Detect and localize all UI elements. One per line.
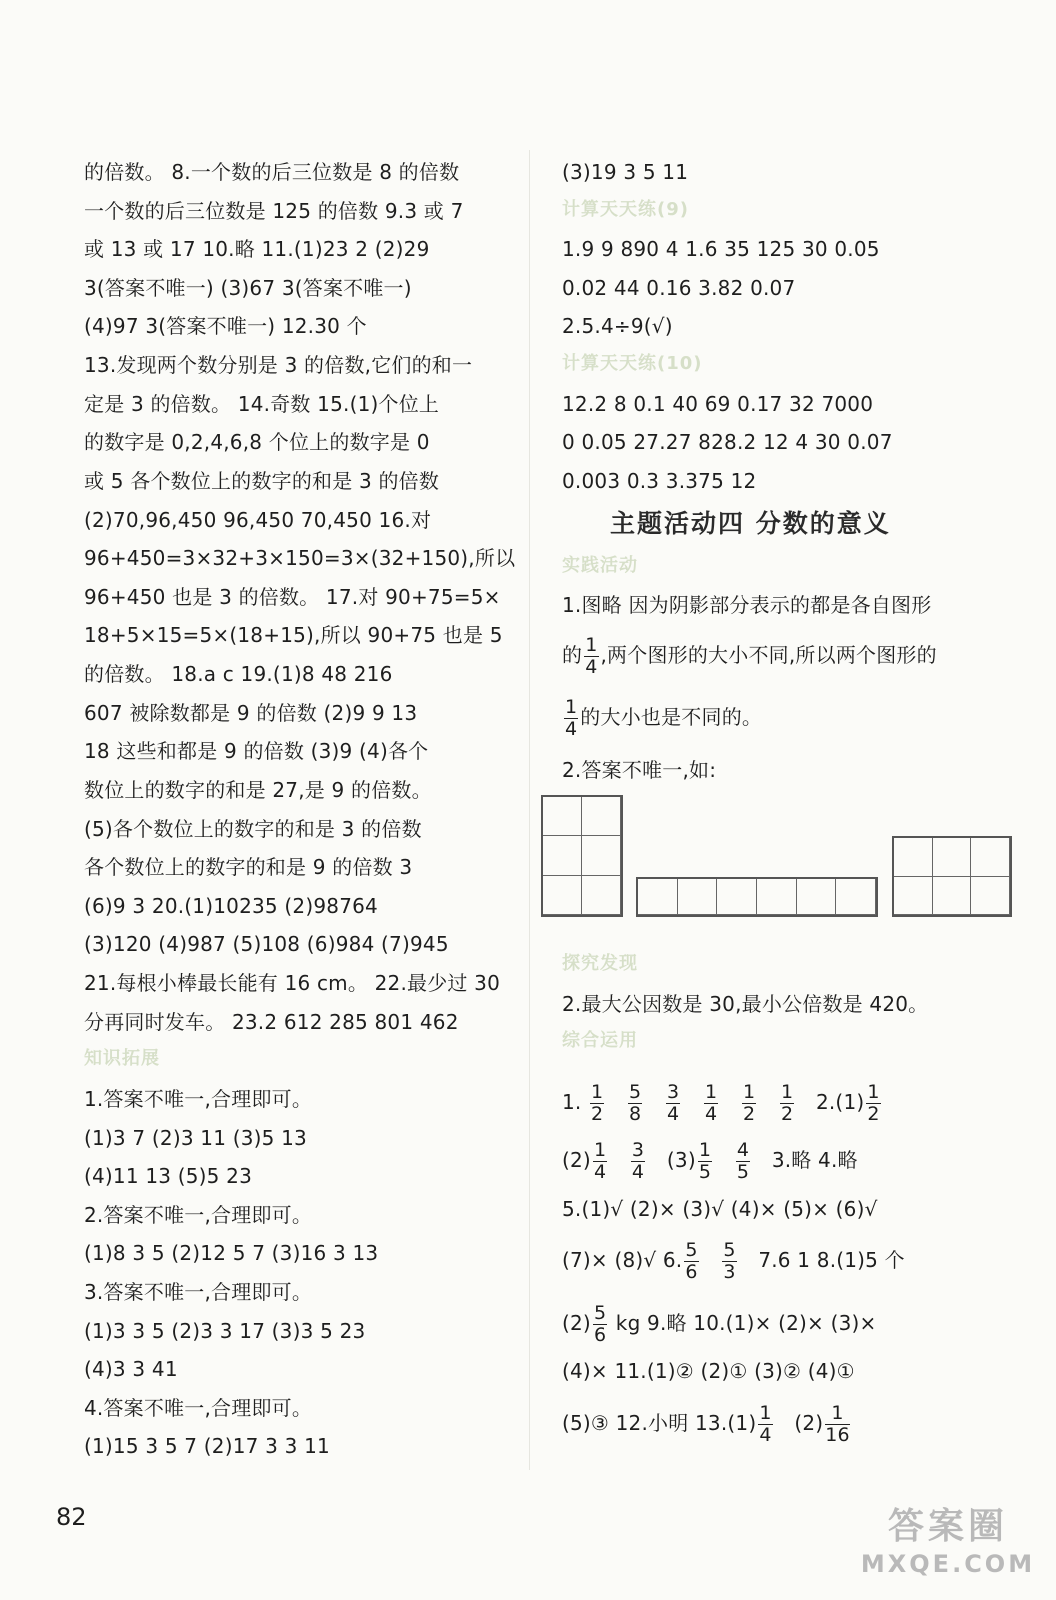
text-fragment: (3) (666, 1148, 696, 1172)
grid-cell (971, 877, 1010, 916)
numerator: 1 (825, 1404, 850, 1425)
numerator: 1 (705, 1081, 718, 1103)
denominator: 2 (867, 1103, 880, 1125)
grid-cell (543, 797, 582, 836)
numerator: 1 (593, 1139, 607, 1161)
fraction (722, 1241, 736, 1282)
text-line: 2.最大公因数是 30,最小公倍数是 420。 (562, 992, 929, 1016)
grid-figure-2x3 (541, 795, 623, 917)
numerator: 1 (565, 696, 578, 718)
text-line: 13.发现两个数分别是 3 的倍数,它们的和一 (84, 353, 473, 377)
text-line: 的倍数。 18.a c 19.(1)8 48 216 (84, 662, 393, 686)
denominator: 4 (585, 656, 598, 678)
text-line: (4)× 11.(1)② (2)① (3)② (4)① (562, 1359, 855, 1383)
text-line-with-fraction (562, 636, 937, 677)
numerator: 3 (667, 1081, 680, 1103)
numerator: 4 (736, 1139, 750, 1161)
denominator: 6 (685, 1261, 698, 1283)
fraction (736, 1141, 750, 1182)
watermark-logo (848, 1504, 1048, 1594)
text-fragment: (5)③ 12.小明 13.(1) (562, 1411, 757, 1435)
fraction (564, 698, 578, 739)
section-heading: 计算天天练(9) (562, 199, 689, 220)
grid-cell (971, 838, 1010, 877)
fraction (866, 1083, 880, 1124)
text-line: 21.每根小棒最长能有 16 cm。 22.最少过 30 (84, 971, 501, 995)
numerator: 3 (631, 1139, 645, 1161)
denominator: 8 (629, 1103, 642, 1125)
grid-cell (582, 797, 621, 836)
grid-cell (543, 836, 582, 875)
fraction (698, 1141, 712, 1182)
section-heading: 探究发现 (562, 953, 638, 974)
watermark-domain: MXQE.COM (860, 1550, 1036, 1578)
text-line: (1)15 3 5 7 (2)17 3 3 11 (84, 1434, 330, 1458)
fraction (666, 1083, 680, 1124)
numerator: 1 (759, 1402, 772, 1424)
text-fragment: 3.略 4.略 (771, 1148, 858, 1172)
text-line: 12.2 8 0.1 40 69 0.17 32 7000 (562, 392, 874, 416)
grid-cell (543, 876, 582, 915)
text-fragment: (2) (562, 1311, 591, 1335)
text-fragment: (2) (562, 1148, 591, 1172)
text-line: (4)3 3 41 (84, 1357, 178, 1381)
text-fragment: (7)× (8)√ 6. (562, 1248, 683, 1272)
text-line: 0.02 44 0.16 3.82 0.07 (562, 276, 796, 300)
text-fragment: 7.6 1 8.(1)5 个 (758, 1248, 905, 1272)
text-fragment: 2.(1) (815, 1090, 865, 1114)
grid-cell (933, 877, 972, 916)
numerator: 1 (698, 1139, 712, 1161)
text-line: (3)120 (4)987 (5)108 (6)984 (7)945 (84, 932, 449, 956)
numerator: 1 (742, 1081, 756, 1103)
text-fragment: kg 9.略 10.(1)× (2)× (3)× (615, 1311, 877, 1335)
text-line: 18+5×15=5×(18+15),所以 90+75 也是 5 (84, 623, 503, 647)
watermark-text: 答案圈 (887, 1506, 1008, 1547)
text-fragment: 1. (562, 1090, 582, 1114)
grid-cell (933, 838, 972, 877)
text-line: 18 这些和都是 9 的倍数 (3)9 (4)各个 (84, 739, 429, 763)
denominator: 4 (759, 1424, 772, 1446)
text-line: 的倍数。 8.一个数的后三位数是 8 的倍数 (84, 160, 460, 184)
text-line: 96+450=3×32+3×150=3×(32+150),所以 (84, 546, 516, 570)
numerator: 5 (629, 1081, 642, 1103)
denominator: 2 (591, 1103, 604, 1125)
text-line: (3)19 3 5 11 (562, 160, 689, 184)
grid-cell (836, 879, 876, 915)
grid-cell (582, 836, 621, 875)
denominator: 4 (667, 1103, 680, 1125)
text-line: 1.答案不唯一,合理即可。 (84, 1087, 313, 1111)
denominator: 3 (723, 1261, 736, 1283)
denominator: 4 (565, 718, 578, 740)
text-line-with-fraction (562, 1241, 905, 1282)
denominator: 16 (825, 1424, 850, 1446)
text-line-with-fraction (562, 1141, 858, 1182)
text-line: 2.答案不唯一,合理即可。 (84, 1203, 313, 1227)
text-line: (1)8 3 5 (2)12 5 7 (3)16 3 13 (84, 1241, 379, 1265)
denominator: 2 (742, 1103, 756, 1125)
text-line: 或 13 或 17 10.略 11.(1)23 2 (2)29 (84, 237, 430, 261)
denominator: 2 (780, 1103, 794, 1125)
text-line: 96+450 也是 3 的倍数。 17.对 90+75=5× (84, 585, 501, 609)
fraction (584, 636, 598, 677)
text-line: (6)9 3 20.(1)10235 (2)98764 (84, 894, 378, 918)
fraction (742, 1083, 756, 1124)
numerator: 1 (591, 1081, 604, 1103)
grid-figure-6x1 (636, 877, 878, 917)
numerator: 1 (585, 634, 598, 656)
text-line: 0 0.05 27.27 828.2 12 4 30 0.07 (562, 430, 893, 454)
text-fragment: (2) (794, 1411, 824, 1435)
section-heading: 计算天天练(10) (562, 353, 703, 374)
section-heading: 知识拓展 (84, 1048, 160, 1069)
text-line: (2)70,96,450 96,450 70,450 16.对 (84, 508, 432, 532)
text-line: 各个数位上的数字的和是 9 的倍数 3 (84, 855, 413, 879)
text-line: 定是 3 的倍数。 14.奇数 15.(1)个位上 (84, 392, 440, 416)
fraction (704, 1083, 718, 1124)
denominator: 4 (705, 1103, 718, 1125)
fraction (593, 1304, 607, 1345)
text-line: 的数字是 0,2,4,6,8 个位上的数字是 0 (84, 430, 430, 454)
numerator: 5 (723, 1239, 736, 1261)
text-fragment: 的 (562, 643, 583, 667)
text-fragment: ,两个图形的大小不同,所以两个图形的 (600, 643, 937, 667)
text-line: 4.答案不唯一,合理即可。 (84, 1396, 313, 1420)
fraction (684, 1241, 698, 1282)
text-line-with-fraction (562, 698, 762, 739)
text-line: 0.003 0.3 3.375 12 (562, 469, 757, 493)
page-number: 82 (56, 1503, 87, 1531)
text-line: (5)各个数位上的数字的和是 3 的倍数 (84, 817, 422, 841)
text-line: 或 5 各个数位上的数字的和是 3 的倍数 (84, 469, 440, 493)
text-line: 607 被除数都是 9 的倍数 (2)9 9 13 (84, 701, 418, 725)
grid-cell (717, 879, 757, 915)
grid-cell (797, 879, 837, 915)
denominator: 4 (593, 1161, 607, 1183)
grid-figure-3x2 (892, 836, 1012, 917)
fraction (593, 1141, 607, 1182)
fraction (590, 1083, 604, 1124)
fraction (631, 1141, 645, 1182)
grid-cell (894, 838, 933, 877)
grid-cell (757, 879, 797, 915)
text-line: 2.5.4÷9(√) (562, 314, 673, 338)
grid-cell (582, 876, 621, 915)
text-line: 1.图略 因为阴影部分表示的都是各自图形 (562, 593, 932, 617)
text-line: (1)3 3 5 (2)3 3 17 (3)3 5 23 (84, 1319, 366, 1343)
numerator: 5 (685, 1239, 698, 1261)
text-line-with-fraction (562, 1083, 883, 1124)
text-line: 1.9 9 890 4 1.6 35 125 30 0.05 (562, 237, 880, 261)
text-line: 2.答案不唯一,如: (562, 758, 717, 782)
fraction (825, 1404, 850, 1445)
denominator: 6 (593, 1324, 607, 1346)
fraction (758, 1404, 772, 1445)
section-heading: 实践活动 (562, 555, 638, 576)
grid-cell (894, 877, 933, 916)
text-line: (4)11 13 (5)5 23 (84, 1164, 253, 1188)
text-line: 3(答案不唯一) (3)67 3(答案不唯一) (84, 276, 412, 300)
numerator: 1 (867, 1081, 880, 1103)
text-line: 5.(1)√ (2)× (3)√ (4)× (5)× (6)√ (562, 1197, 878, 1221)
text-line: (1)3 7 (2)3 11 (3)5 13 (84, 1126, 307, 1150)
text-fragment: 的大小也是不同的。 (580, 705, 763, 729)
fraction (780, 1083, 794, 1124)
text-line: 3.答案不唯一,合理即可。 (84, 1280, 313, 1304)
text-line: (4)97 3(答案不唯一) 12.30 个 (84, 314, 367, 338)
numerator: 5 (593, 1302, 607, 1324)
theme-title: 主题活动四 分数的意义 (610, 509, 891, 538)
grid-cell (678, 879, 718, 915)
denominator: 5 (698, 1161, 712, 1183)
grid-cell (638, 879, 678, 915)
text-line: 分再同时发车。 23.2 612 285 801 462 (84, 1010, 459, 1034)
text-line: 一个数的后三位数是 125 的倍数 9.3 或 7 (84, 199, 464, 223)
numerator: 1 (780, 1081, 794, 1103)
denominator: 5 (736, 1161, 750, 1183)
text-line: 数位上的数字的和是 27,是 9 的倍数。 (84, 778, 432, 802)
column-divider (529, 150, 530, 1470)
denominator: 4 (631, 1161, 645, 1183)
fraction (628, 1083, 642, 1124)
text-line-with-fraction (562, 1404, 852, 1445)
text-line-with-fraction (562, 1304, 876, 1345)
section-heading: 综合运用 (562, 1030, 638, 1051)
